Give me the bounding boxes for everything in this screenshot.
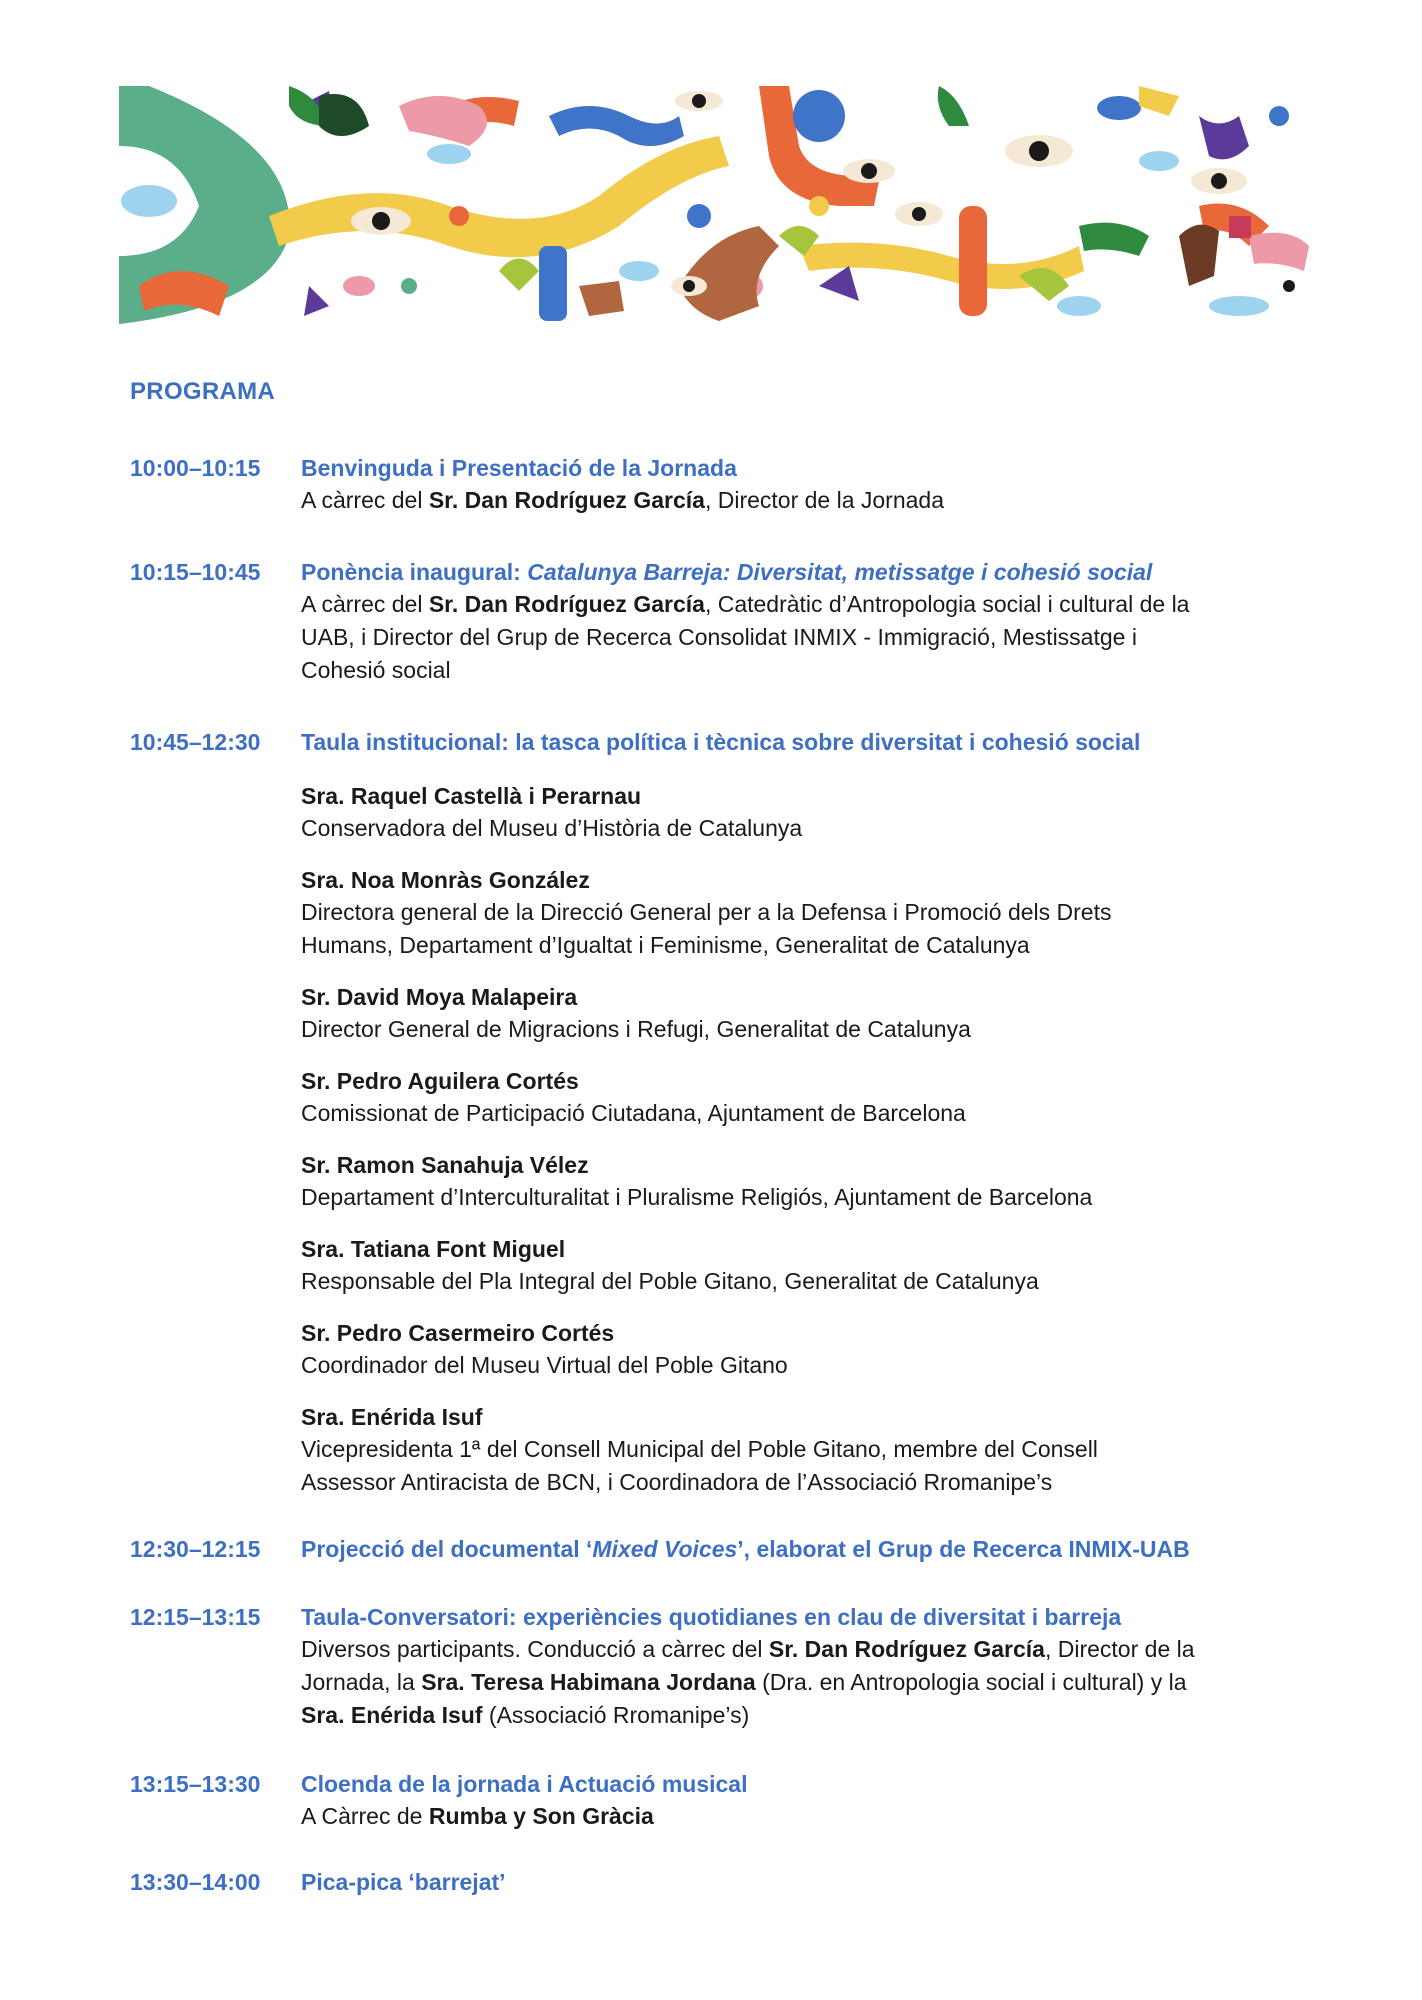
speaker-item — [301, 1149, 1301, 1214]
entry-title: Taula-Conversatori: experiències quotidianes en clau de diversitat i barreja — [301, 1604, 1122, 1630]
speaker-role: Coordinador del Museu Virtual del Poble Gitano — [301, 1352, 788, 1378]
entry-description: Diversos participants. Conducció a càrrec del Sr. Dan Rodríguez García, Director de la Jornada, la Sra. Teresa Habimana Jordana (Dra. en Antropologia social i cultural) y la Sra. Enérida Isuf (Associació Rromanipe’s) — [301, 1636, 1195, 1728]
banner-brown-shape — [679, 226, 779, 321]
speaker-item — [301, 780, 1301, 845]
entry-title: Projecció del documental ‘Mixed Voices’, elaborat el Grup de Recerca INMIX-UAB — [301, 1536, 1190, 1562]
speaker-item — [301, 1317, 1301, 1382]
entry-title: Ponència inaugural: Catalunya Barreja: Diversitat, metissatge i cohesió social — [301, 559, 1153, 585]
entry-description: A Càrrec de Rumba y Son Gràcia — [301, 1803, 654, 1829]
entry-time: 10:15–10:45 — [130, 559, 261, 585]
speaker-item — [301, 1065, 1301, 1130]
entry-title: Benvinguda i Presentació de la Jornada — [301, 455, 737, 481]
program-entry-institutional-table — [130, 726, 1310, 758]
banner-blue-bar — [539, 246, 567, 321]
entry-title: Cloenda de la jornada i Actuació musical — [301, 1771, 748, 1797]
speaker-name: Sra. Enérida Isuf — [301, 1404, 483, 1430]
speaker-item — [301, 864, 1301, 962]
entry-time: 13:15–13:30 — [130, 1771, 261, 1797]
speaker-name: Sra. Noa Monràs González — [301, 867, 590, 893]
speaker-name: Sr. Ramon Sanahuja Vélez — [301, 1152, 589, 1178]
speaker-role: Vicepresidenta 1ª del Consell Municipal del Poble Gitano, membre del Consell — [301, 1436, 1098, 1462]
speaker-role: Assessor Antiracista de BCN, i Coordinadora de l’Associació Rromanipe’s — [301, 1469, 1053, 1495]
speaker-role: Directora general de la Direcció General per a la Defensa i Promoció dels Drets — [301, 899, 1112, 925]
entry-title: Taula institucional: la tasca política i tècnica sobre diversitat i cohesió social — [301, 729, 1141, 755]
entry-title: Pica-pica ‘barrejat’ — [301, 1869, 506, 1895]
program-entry-conversation — [130, 1601, 1310, 1732]
entry-time: 12:30–12:15 — [130, 1536, 261, 1562]
speaker-role: Departament d’Interculturalitat i Pluralisme Religiós, Ajuntament de Barcelona — [301, 1184, 1093, 1210]
program-entry-snack — [130, 1866, 1310, 1898]
program-entry-documentary — [130, 1533, 1310, 1565]
speaker-name: Sra. Tatiana Font Miguel — [301, 1236, 566, 1262]
speaker-name: Sr. Pedro Aguilera Cortés — [301, 1068, 579, 1094]
entry-time: 10:45–12:30 — [130, 729, 261, 755]
speaker-name: Sra. Raquel Castellà i Perarnau — [301, 783, 642, 809]
speaker-name: Sr. Pedro Casermeiro Cortés — [301, 1320, 615, 1346]
speaker-role: Conservadora del Museu d’Història de Catalunya — [301, 815, 803, 841]
speaker-item — [301, 1233, 1301, 1298]
entry-description: A càrrec del Sr. Dan Rodríguez García, Director de la Jornada — [301, 487, 945, 513]
speaker-role: Responsable del Pla Integral del Poble Gitano, Generalitat de Catalunya — [301, 1268, 1039, 1294]
speaker-item — [301, 981, 1301, 1046]
program-entry-inaugural-talk — [130, 556, 1310, 687]
speaker-name: Sr. David Moya Malapeira — [301, 984, 578, 1010]
program-entry-closing — [130, 1768, 1310, 1833]
program-entry-welcome — [130, 452, 1310, 517]
programa-heading: PROGRAMA — [130, 378, 276, 405]
speaker-role: Director General de Migracions i Refugi, Generalitat de Catalunya — [301, 1016, 971, 1042]
entry-time: 12:15–13:15 — [130, 1604, 261, 1630]
speaker-item — [301, 1401, 1301, 1499]
entry-time: 13:30–14:00 — [130, 1869, 261, 1895]
speaker-role: Humans, Departament d’Igualtat i Feminisme, Generalitat de Catalunya — [301, 932, 1030, 958]
entry-description: A càrrec del Sr. Dan Rodríguez García, Catedràtic d’Antropologia social i cultural de la UAB, i Director del Grup de Recerca Consolidat INMIX - Immigració, Mestissatge i Cohesió social — [301, 591, 1190, 683]
decorative-banner-illustration — [119, 86, 1309, 324]
speaker-role: Comissionat de Participació Ciutadana, Ajuntament de Barcelona — [301, 1100, 966, 1126]
entry-time: 10:00–10:15 — [130, 455, 261, 481]
banner-yellow-swoosh — [269, 136, 729, 257]
